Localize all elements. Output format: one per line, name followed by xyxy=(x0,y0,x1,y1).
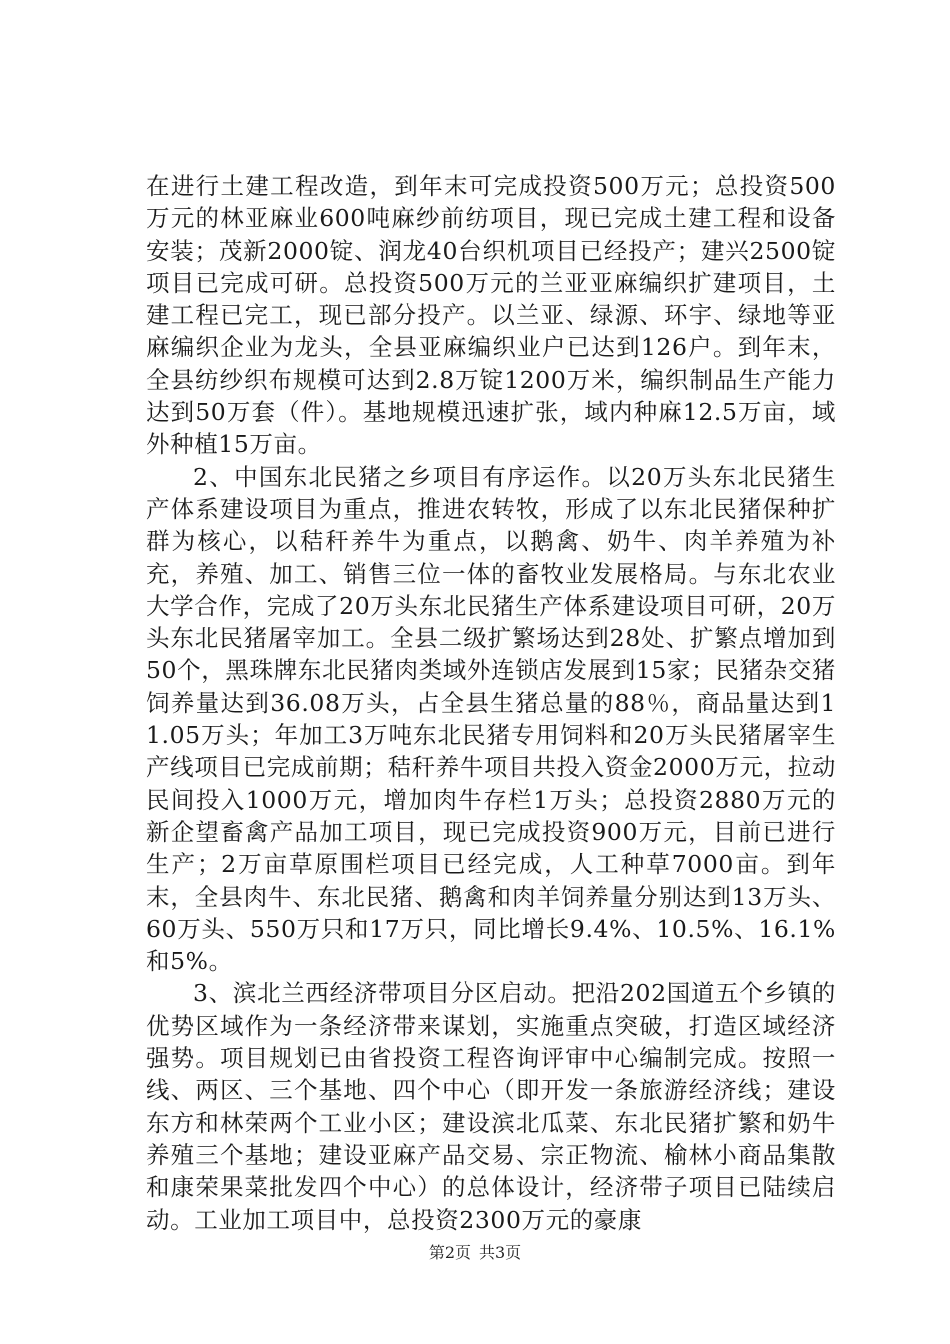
document-body xyxy=(146,170,836,1236)
paragraph-economic-belt: 3、滨北兰西经济带项目分区启动。把沿202国道五个乡镇的优势区域作为一条经济带来谋划，实施重点突破，打造区域经济强势。项目规划已由省投资工程咨询评审中心编制完成。按照一线、两区、三个基地、四个中心（即开发一条旅游经济线；建设东方和林荣两个工业小区；建设滨北瓜菜、东北民猪扩繁和奶牛养殖三个基地；建设亚麻产品交易、宗正物流、榆林小商品集散和康荣果菜批发四个中心）的总体设计，经济带子项目已陆续启动。工业加工项目中，总投资2300万元的豪康 xyxy=(146,979,836,1234)
paragraph-pig-project: 2、中国东北民猪之乡项目有序运作。以20万头东北民猪生产体系建设项目为重点，推进农转牧，形成了以东北民猪保种扩群为核心，以秸秆养牛为重点，以鹅禽、奶牛、肉羊养殖为补充，养殖、加工、销售三位一体的畜牧业发展格局。与东北农业大学合作，完成了20万头东北民猪生产体系建设项目可研，20万头东北民猪屠宰加工。全县二级扩繁场达到28处、扩繁点增加到50个，黑珠牌东北民猪肉类域外连锁店发展到15家；民猪杂交猪饲养量达到36.08万头，占全县生猪总量的88％，商品量达到11.05万头；年加工3万吨东北民猪专用饲料和20万头民猪屠宰生产线项目已完成前期；秸秆养牛项目共投入资金2000万元，拉动民间投入1000万元，增加肉牛存栏1万头；总投资2880万元的新企望畜禽产品加工项目，现已完成投资900万元，目前已进行生产；2万亩草原围栏项目已经完成，人工种草7000亩。到年末，全县肉牛、东北民猪、鹅禽和肉羊饲养量分别达到13万头、60万头、550万只和17万只，同比增长9.4%、10.5%、16.1%和5%。 xyxy=(146,462,836,976)
page-total: 共3页 xyxy=(479,1243,522,1262)
page-number: 第2页 xyxy=(428,1243,471,1262)
paragraph-textile: 在进行土建工程改造，到年末可完成投资500万元；总投资500万元的林亚麻业600吨麻纱前纺项目，现已完成土建工程和设备安装；茂新2000锭、润龙40台织机项目已经投产；建兴2500锭项目已完成可研。总投资500万元的兰亚亚麻编织扩建项目，土建工程已完工，现已部分投产。以兰亚、绿源、环宇、绿地等亚麻编织企业为龙头，全县亚麻编织业户已达到126户。到年末，全县纺纱织布规模可达到2.8万锭1200万米，编织制品生产能力达到50万套（件）。基地规模迅速扩张，域内种麻12.5万亩，域外种植15万亩。 xyxy=(146,172,836,459)
page-footer xyxy=(0,1243,950,1263)
